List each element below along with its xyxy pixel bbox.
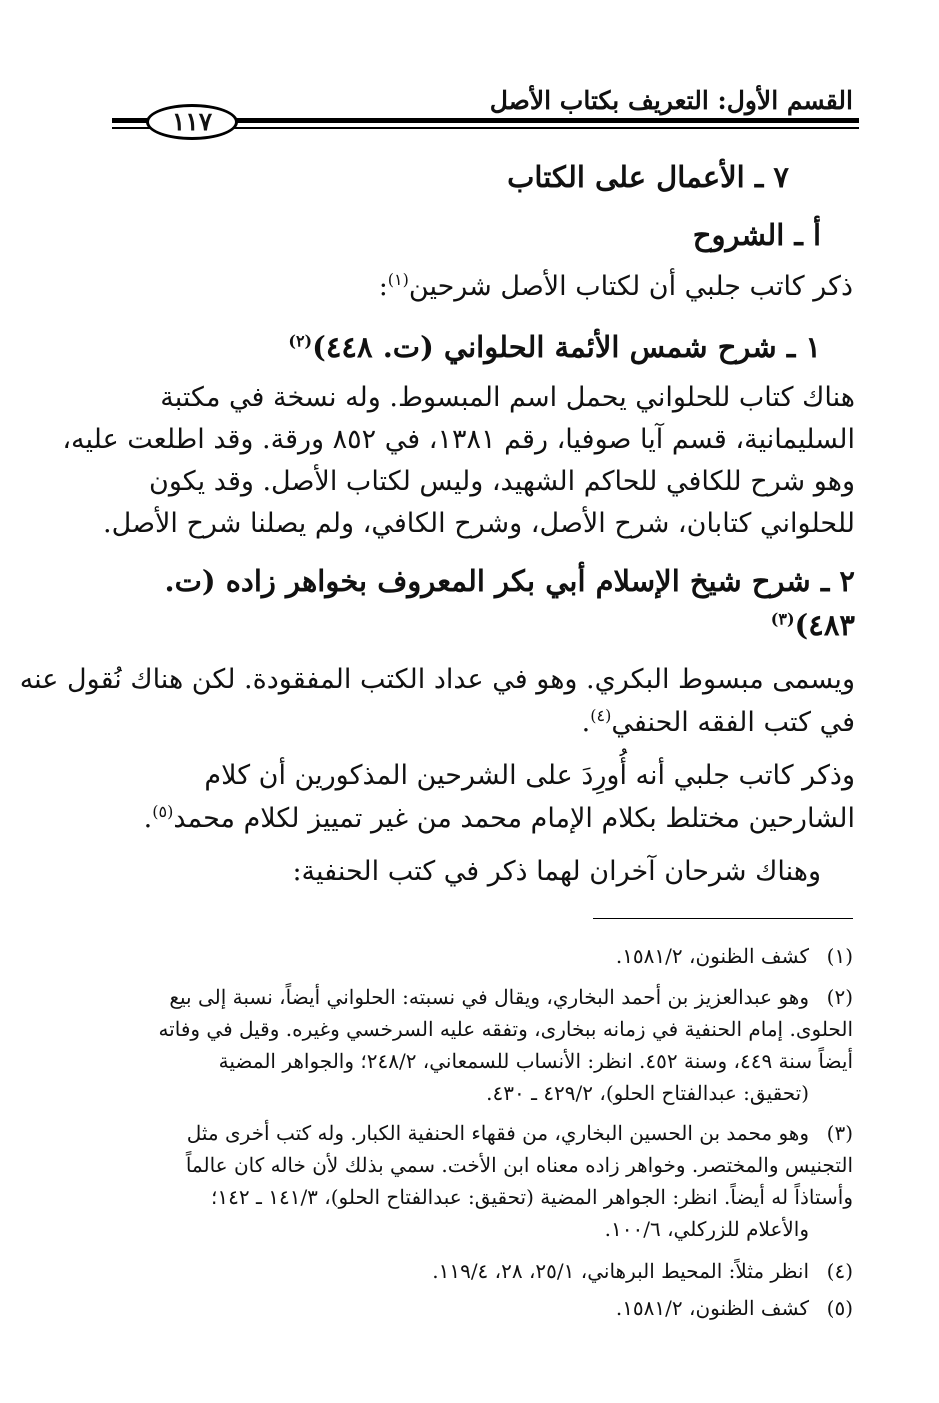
footnote-3-line: التجنيس والمختصر. وخواهر زاده معناه ابن الأخت. سمي بذلك لأن خاله كان عالماً: [185, 1153, 853, 1177]
commentary-2-line: ويسمى مبسوط البكري. وهو في عداد الكتب المفقودة. لكن هناك نُقول عنه: [19, 664, 855, 695]
commentary-2-para2-line: الشارحين مختلط بكلام الإمام محمد من غير تمييز لكلام محمد$^{(٥)}$.: [143, 802, 855, 834]
footnote-number: (٢): [826, 985, 853, 1009]
footnote-number: (٥): [826, 1296, 853, 1320]
commentary-1-line: هناك كتاب للحلواني يحمل اسم المبسوط. وله نسخة في مكتبة: [160, 382, 855, 413]
commentary-1-heading: ١ ـ شرح شمس الأئمة الحلواني (ت. ٤٤٨)$^{(٢)}$: [288, 330, 821, 364]
commentary-2-heading: ٢ ـ شرح شيخ الإسلام أبي بكر المعروف بخواهر زاده (ت.: [164, 564, 855, 598]
footnote-5: (٥)كشف الظنون، ١٥٨١/٢.: [615, 1296, 853, 1320]
footnote-1: (١)كشف الظنون، ١٥٨١/٢.: [615, 944, 853, 968]
commentary-2-heading-cont: ٤٨٣)$^{(٣)}$: [770, 608, 855, 642]
footnote-number: (١): [826, 944, 853, 968]
footnote-ref: (٢): [288, 331, 313, 351]
subsection-heading: أ ـ الشروح: [692, 218, 821, 252]
footnote-2: (٢)وهو عبدالعزيز بن أحمد البخاري، ويقال في نسبته: الحلواني أيضاً، نسبة إلى بيع: [169, 985, 853, 1009]
footnote-number: (٣): [826, 1121, 853, 1145]
footnote-ref: (٤): [590, 706, 612, 725]
intro-paragraph: ذكر كاتب جلبي أن لكتاب الأصل شرحين$^{(١)}$:: [378, 270, 853, 302]
commentary-2-para2-line: وذكر كاتب جلبي أنه أُورِدَ على الشرحين المذكورين أن كلام: [204, 760, 855, 791]
page-number: ١١٧: [146, 104, 238, 140]
commentary-1-line: وهو شرح للكافي للحاكم الشهيد، وليس لكتاب الأصل. وقد يكون: [148, 466, 855, 497]
footnote-4: (٤)انظر مثلاً: المحيط البرهاني، ٢٥/١، ٢٨، ١١٩/٤.: [432, 1259, 853, 1283]
footnote-3-line: والأعلام للزركلي، ١٠٠/٦.: [604, 1217, 809, 1241]
footnote-2-line: الحلوى. إمام الحنفية في زمانه ببخارى، وتفقه عليه السرخسي وغيره. وقيل في وفاته: [158, 1017, 853, 1041]
footnote-ref: (١): [387, 270, 409, 289]
footnote-ref: (٥): [152, 802, 174, 821]
commentary-2-line: في كتب الفقه الحنفي$^{(٤)}$.: [581, 706, 855, 738]
footnote-2-line: أيضاً سنة ٤٤٩، وسنة ٤٥٢. انظر: الأنساب للسمعاني، ٢٤٨/٢؛ والجواهر المضية: [218, 1049, 853, 1073]
commentary-1-line: السليمانية، قسم آيا صوفيا، رقم ١٣٨١، في ٨٥٢ ورقة. وقد اطلعت عليه،: [62, 424, 855, 455]
footnote-3-line: وأستاذاً له أيضاً. انظر: الجواهر المضية (تحقيق: عبدالفتاح الحلو)، ١٤١/٣ ـ ١٤٢؛: [211, 1185, 853, 1209]
running-title: القسم الأول: التعريف بكتاب الأصل: [489, 86, 853, 115]
section-heading: ٧ ـ الأعمال على الكتاب: [507, 160, 789, 194]
footnote-number: (٤): [826, 1259, 853, 1283]
footnote-ref: (٣): [770, 609, 795, 629]
footnote-separator: [593, 918, 853, 919]
footnote-2-line: (تحقيق: عبدالفتاح الحلو)، ٤٢٩/٢ ـ ٤٣٠.: [486, 1081, 809, 1105]
commentary-2-para3: وهناك شرحان آخران لهما ذكر في كتب الحنفية:: [292, 856, 821, 887]
commentary-1-line: للحلواني كتابان، شرح الأصل، وشرح الكافي، ولم يصلنا شرح الأصل.: [103, 508, 855, 539]
footnote-3: (٣)وهو محمد بن الحسين البخاري، من فقهاء الحنفية الكبار. وله كتب أخرى مثل: [186, 1121, 853, 1145]
